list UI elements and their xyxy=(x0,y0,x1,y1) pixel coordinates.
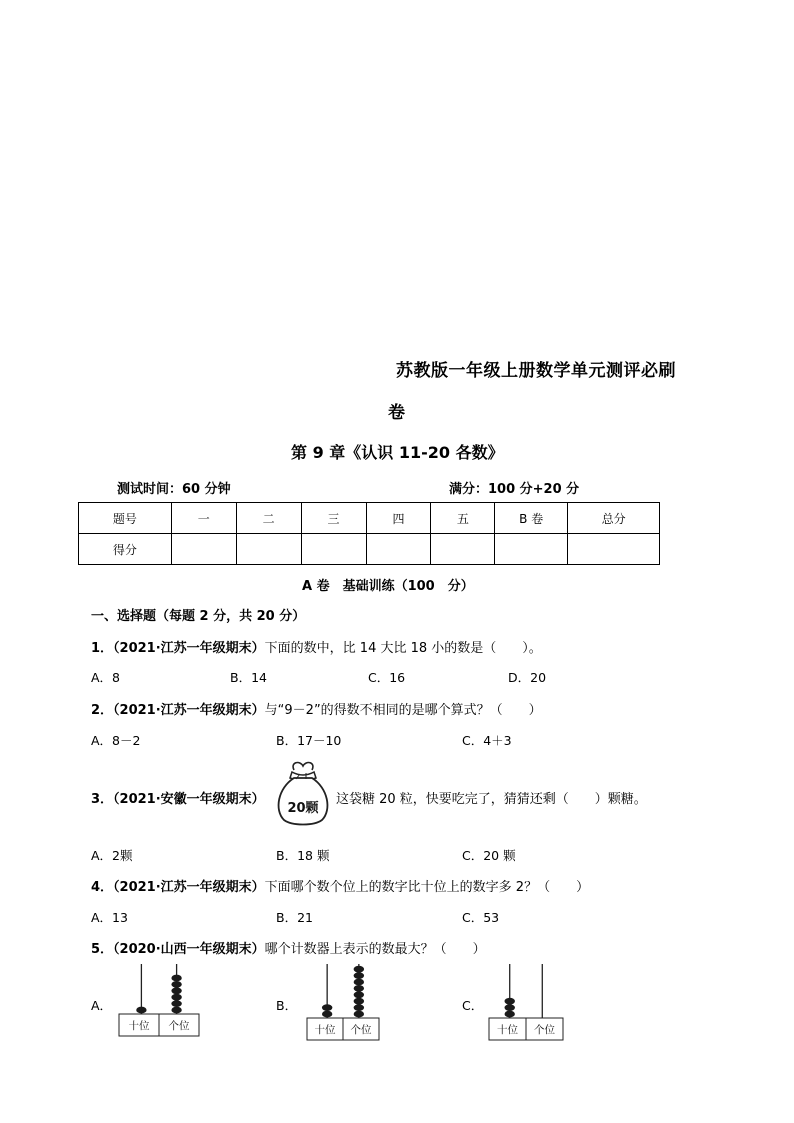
section-a-title: A 卷 基础训练（100 分） xyxy=(302,579,474,594)
score-cell[interactable] xyxy=(236,534,301,565)
abacus-bead xyxy=(354,985,364,992)
tens-label: 十位 xyxy=(128,1020,150,1032)
abacus-bead xyxy=(354,972,364,979)
question-text: 下面的数中，比 14 大比 18 小的数是（ ）。 xyxy=(264,641,542,656)
tens-label: 十位 xyxy=(314,1024,336,1036)
question-source: （2020·山西一年级期末） xyxy=(113,942,265,957)
abacus-bead xyxy=(171,1007,181,1014)
abacus-b xyxy=(306,960,380,1042)
abacus-bead xyxy=(171,1000,181,1007)
chapter-title: 第 9 章《认识 11-20 各数》 xyxy=(291,443,504,462)
question-text: 与“9－2”的得数不相同的是哪个算式？（ ） xyxy=(264,703,542,718)
question-number: 4． xyxy=(91,880,114,895)
table-header-cell: B 卷 xyxy=(495,503,568,534)
question-number: 2． xyxy=(91,703,114,718)
score-table xyxy=(78,502,660,565)
abacus-bead xyxy=(354,966,364,973)
question-number: 1． xyxy=(91,641,114,656)
abacus-a xyxy=(118,960,200,1038)
abacus-bead xyxy=(505,1011,515,1018)
score-cell[interactable] xyxy=(495,534,568,565)
abacus-bead xyxy=(136,1007,146,1014)
question-source: （2021·江苏一年级期末） xyxy=(113,641,265,656)
option-c[interactable]: C． xyxy=(462,998,484,1013)
abacus-bead xyxy=(171,994,181,1001)
score-table-score-row xyxy=(79,534,660,565)
score-table-header-row xyxy=(79,503,660,534)
abacus-bead xyxy=(354,991,364,998)
table-header-cell: 题号 xyxy=(79,503,172,534)
ones-label: 个位 xyxy=(534,1024,555,1036)
option-a[interactable]: A． xyxy=(91,998,113,1013)
abacus-bead xyxy=(322,1004,332,1011)
question-number: 5． xyxy=(91,942,114,957)
table-row-label: 得分 xyxy=(79,534,172,565)
table-header-cell: 三 xyxy=(301,503,366,534)
abacus-bead xyxy=(354,998,364,1005)
part-one-heading: 一、选择题（每题 2 分，共 20 分） xyxy=(91,609,306,624)
question-1 xyxy=(91,637,542,656)
ones-label: 个位 xyxy=(350,1024,372,1036)
score-cell[interactable] xyxy=(301,534,366,565)
option-b[interactable]: B． xyxy=(276,998,298,1013)
abacus-c xyxy=(488,960,564,1042)
abacus-bead xyxy=(354,1011,364,1018)
option-a[interactable]: A．2颗 xyxy=(91,848,133,863)
table-header-cell: 五 xyxy=(431,503,495,534)
option-c[interactable]: C．20 颗 xyxy=(462,848,516,863)
bag-label: 20颗 xyxy=(287,801,319,816)
score-cell[interactable] xyxy=(431,534,495,565)
table-header-cell: 总分 xyxy=(568,503,660,534)
question-number: 3． xyxy=(91,792,114,807)
score-cell[interactable] xyxy=(171,534,236,565)
option-b[interactable]: B．14 xyxy=(230,670,267,685)
question-3-text: 这袋糖 20 粒，快要吃完了，猜猜还剩（ ）颗糖。 xyxy=(336,792,647,807)
option-a[interactable]: A．13 xyxy=(91,910,128,925)
option-c[interactable]: C．16 xyxy=(368,670,406,685)
question-text: 下面哪个数个位上的数字比十位上的数字多 2？（ ） xyxy=(264,880,590,895)
score-cell[interactable] xyxy=(568,534,660,565)
abacus-bead xyxy=(505,1004,515,1011)
full-score: 满分：100 分+20 分 xyxy=(449,482,580,497)
table-header-cell: 一 xyxy=(171,503,236,534)
question-source: （2021·江苏一年级期末） xyxy=(113,703,265,718)
document-title-continued: 卷 xyxy=(388,403,406,423)
question-3-lead xyxy=(91,788,265,807)
table-header-cell: 二 xyxy=(236,503,301,534)
question-source: （2021·江苏一年级期末） xyxy=(113,880,265,895)
option-b[interactable]: B．17－10 xyxy=(276,733,342,748)
option-c[interactable]: C．4＋3 xyxy=(462,733,512,748)
option-b[interactable]: B．18 颗 xyxy=(276,848,330,863)
test-time: 测试时间：60 分钟 xyxy=(117,482,231,497)
option-c[interactable]: C．53 xyxy=(462,910,500,925)
abacus-bead xyxy=(171,987,181,994)
abacus-bead xyxy=(354,979,364,986)
option-d[interactable]: D．20 xyxy=(508,670,547,685)
score-cell[interactable] xyxy=(366,534,431,565)
question-text: 哪个计数器上表示的数最大？（ ） xyxy=(264,942,486,957)
document-title: 苏教版一年级上册数学单元测评必刷 xyxy=(396,361,676,381)
abacus-bead xyxy=(171,975,181,982)
abacus-bead xyxy=(171,981,181,988)
question-2 xyxy=(91,699,542,718)
question-source: （2021·安徽一年级期末） xyxy=(113,792,265,807)
table-header-cell: 四 xyxy=(366,503,431,534)
ones-label: 个位 xyxy=(168,1020,190,1032)
abacus-bead xyxy=(505,998,515,1005)
option-a[interactable]: A．8－2 xyxy=(91,733,141,748)
abacus-bead xyxy=(354,1004,364,1011)
abacus-bead xyxy=(322,1011,332,1018)
option-a[interactable]: A．8 xyxy=(91,670,121,685)
tens-label: 十位 xyxy=(497,1024,518,1036)
question-5 xyxy=(91,938,486,957)
candy-bag-icon xyxy=(272,758,334,828)
option-b[interactable]: B．21 xyxy=(276,910,313,925)
question-4 xyxy=(91,876,589,895)
